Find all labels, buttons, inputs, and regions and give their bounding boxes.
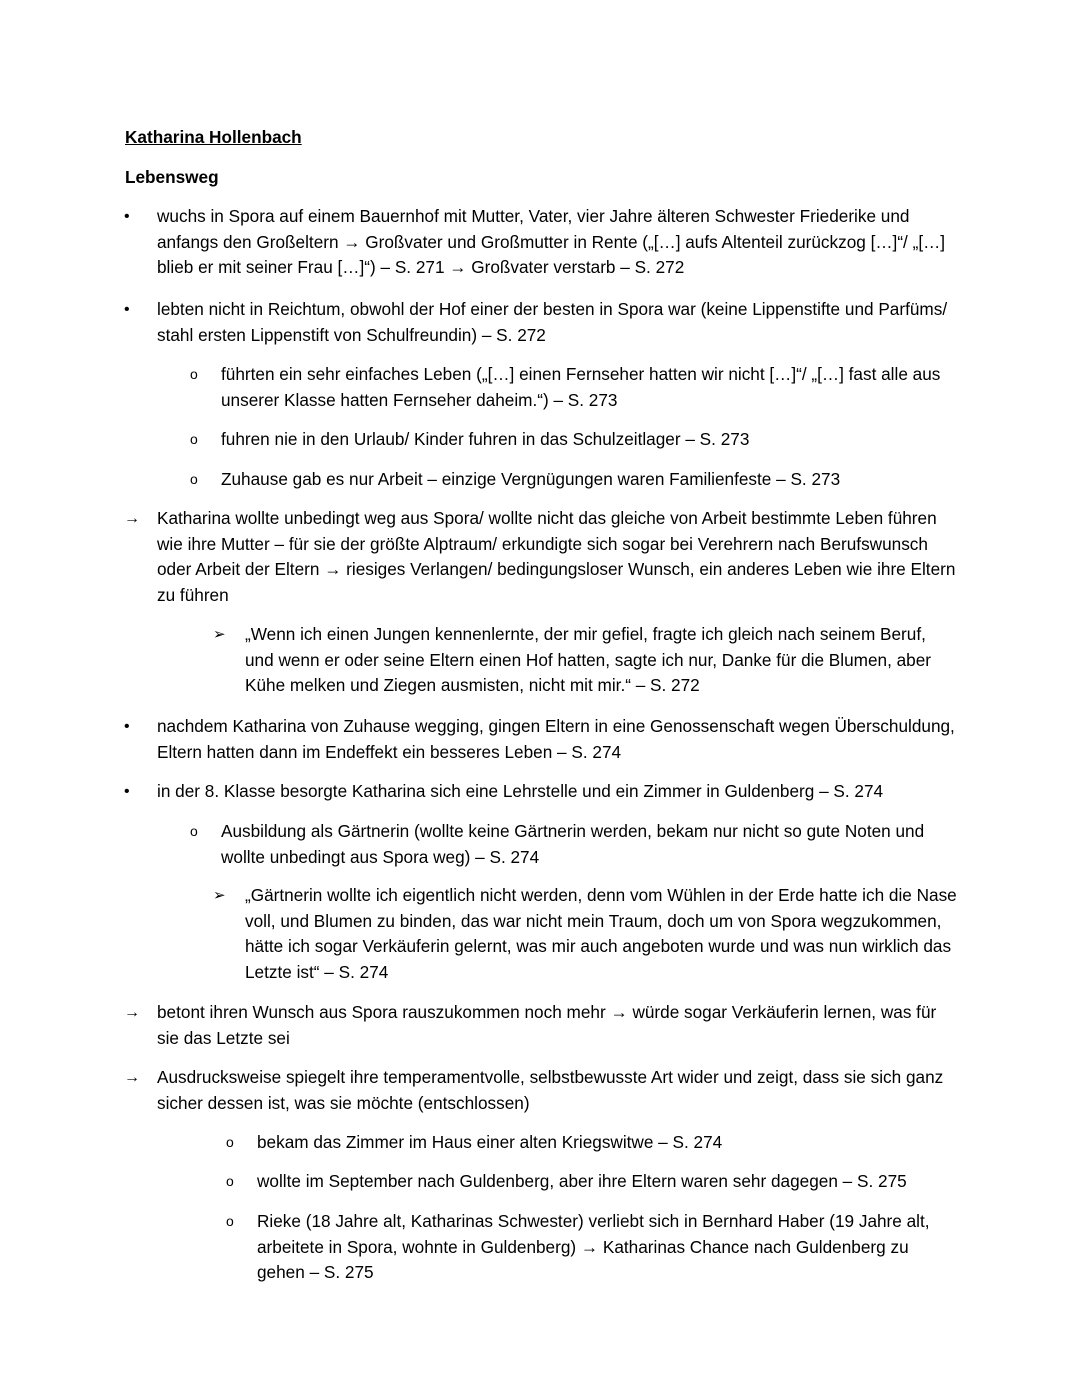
circle-marker: o <box>190 471 198 487</box>
sub-item <box>226 1130 957 1156</box>
bullet-item <box>124 297 957 348</box>
circle-marker: o <box>226 1213 234 1229</box>
sub-item <box>226 1169 957 1195</box>
arrow-marker: → <box>124 1069 140 1086</box>
circle-marker: o <box>190 431 198 447</box>
section-heading: Lebensweg <box>125 167 219 187</box>
bullet-item <box>124 714 957 765</box>
circle-marker: o <box>190 366 198 382</box>
sub-item <box>190 819 951 870</box>
sub-item <box>226 1209 957 1286</box>
sub-item <box>190 427 951 453</box>
item-text: betont ihren Wunsch aus Spora rauszukommen noch mehr → würde sogar Verkäuferin lernen, was für sie das Letzte sei <box>157 1002 937 1048</box>
circle-marker: o <box>190 823 198 839</box>
bullet-item <box>124 779 957 805</box>
item-text: Katharina wollte unbedingt weg aus Spora/ wollte nicht das gleiche von Arbeit bestimmte Leben führen wie ihre Mutter – für sie der größte Alptraum/ erkundigte sich sogar bei Verehrern nach Berufswunsch oder Arbeit der Eltern → riesiges Verlangen/ bedingungsloser Wunsch, ein anderes Leben wie ihre Eltern zu führen <box>157 508 956 605</box>
item-text: „Wenn ich einen Jungen kennenlernte, der mir gefiel, fragte ich gleich nach seinem Beruf, und wenn er oder seine Eltern einen Hof hatten, sagte ich nur, Danke für die Blumen, aber Kühe melken und Ziegen ausmisten, nicht mit mir.“ – S. 272 <box>245 624 932 695</box>
item-text: bekam das Zimmer im Haus einer alten Kriegswitwe – S. 274 <box>257 1132 723 1152</box>
bullet-marker: • <box>124 208 130 225</box>
item-text: in der 8. Klasse besorgte Katharina sich eine Lehrstelle und ein Zimmer in Guldenberg – S. 274 <box>157 781 884 801</box>
item-text: Rieke (18 Jahre alt, Katharinas Schwester) verliebt sich in Bernhard Haber (19 Jahre alt, arbeitete in Spora, wohnte in Guldenberg) → Katharinas Chance nach Guldenberg zu gehen – S. 275 <box>257 1211 930 1282</box>
chevron-marker: ➢ <box>213 626 226 643</box>
item-text: wuchs in Spora auf einem Bauernhof mit Mutter, Vater, vier Jahre älteren Schwester Friederike und anfangs den Großeltern → Großvater und Großmutter in Rente („[…] aufs Altenteil zurückzog […]“/ „[…] blieb er mit seiner Frau […]“) – S. 271 → Großvater verstarb – S. 272 <box>157 206 946 277</box>
circle-marker: o <box>226 1173 234 1189</box>
item-text: fuhren nie in den Urlaub/ Kinder fuhren in das Schulzeitlager – S. 273 <box>221 429 750 449</box>
bullet-marker: • <box>124 301 130 318</box>
arrow-item <box>124 1000 957 1051</box>
item-text: Ausdrucksweise spiegelt ihre temperamentvolle, selbstbewusste Art wider und zeigt, dass sie sich ganz sicher dessen ist, was sie möchte (entschlossen) <box>157 1067 944 1113</box>
circle-marker: o <box>226 1134 234 1150</box>
document-title: Katharina Hollenbach <box>125 127 302 147</box>
sub-item <box>190 362 951 413</box>
arrow-marker: → <box>124 510 140 527</box>
arrow-marker: → <box>124 1004 140 1021</box>
item-text: wollte im September nach Guldenberg, aber ihre Eltern waren sehr dagegen – S. 275 <box>257 1171 907 1191</box>
item-text: „Gärtnerin wollte ich eigentlich nicht werden, denn vom Wühlen in der Erde hatte ich die Nase voll, und Blumen zu binden, das war nicht mein Traum, doch um von Spora wegzukommen, hätte ich sogar Verkäuferin gelernt, was mir auch angeboten wurde und was nun wirklich das Letzte ist“ – S. 274 <box>245 885 957 982</box>
arrow-item <box>124 506 957 608</box>
bullet-marker: • <box>124 718 130 735</box>
chevron-marker: ➢ <box>213 887 226 904</box>
item-text: Zuhause gab es nur Arbeit – einzige Vergnügungen waren Familienfeste – S. 273 <box>221 469 841 489</box>
bullet-marker: • <box>124 783 130 800</box>
item-text: lebten nicht in Reichtum, obwohl der Hof einer der besten in Spora war (keine Lippenstifte und Parfüms/ stahl ersten Lippenstift von Schulfreundin) – S. 272 <box>157 299 948 345</box>
sub-item <box>190 467 951 493</box>
item-text: nachdem Katharina von Zuhause wegging, gingen Eltern in eine Genossenschaft wegen Überschuldung, Eltern hatten dann im Endeffekt ein besseres Leben – S. 274 <box>157 716 955 762</box>
quote-item <box>213 622 957 699</box>
item-text: führten ein sehr einfaches Leben („[…] einen Fernseher hatten wir nicht […]“/ „[…] fast alle aus unserer Klasse hatten Fernseher daheim.“) – S. 273 <box>221 364 941 410</box>
quote-item <box>213 883 957 985</box>
arrow-item <box>124 1065 957 1116</box>
item-text: Ausbildung als Gärtnerin (wollte keine Gärtnerin werden, bekam nur nicht so gute Noten und wollte unbedingt aus Spora weg) – S. 274 <box>221 821 925 867</box>
bullet-item <box>124 204 957 281</box>
